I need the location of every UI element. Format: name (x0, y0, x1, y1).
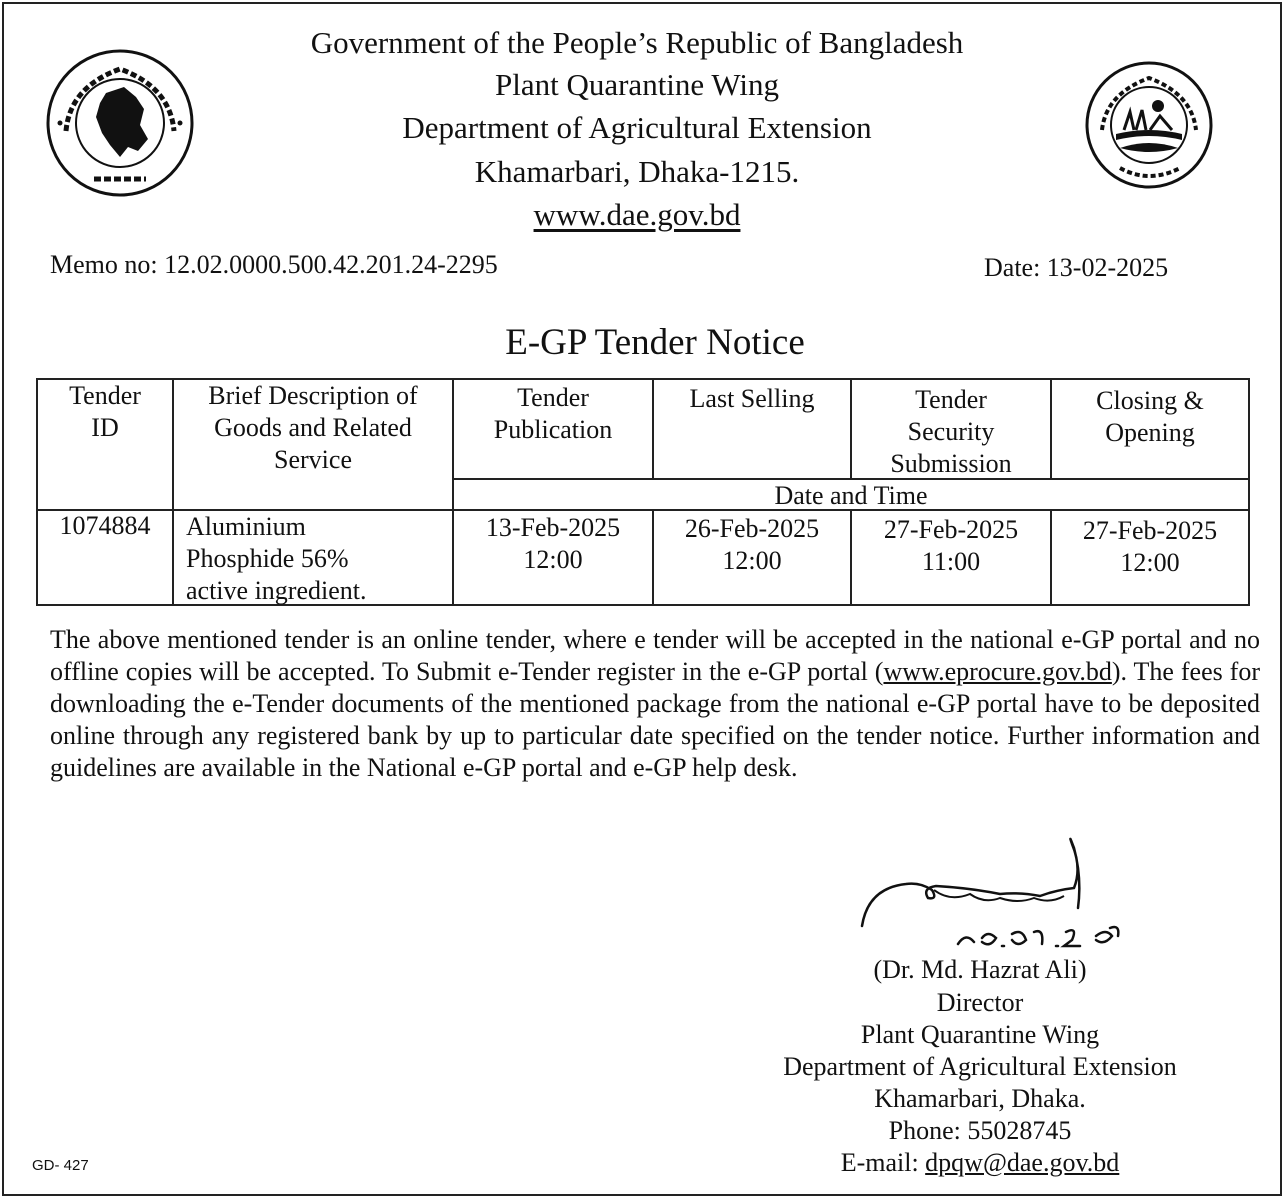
notice-title: E-GP Tender Notice (505, 322, 805, 363)
header-last-selling: Last Selling (689, 384, 815, 413)
signatory-title: Director (936, 988, 1024, 1017)
header-website-link[interactable]: www.dae.gov.bd (533, 197, 741, 232)
header-address: Khamarbari, Dhaka-1215. (474, 154, 800, 189)
signatory-wing: Plant Quarantine Wing (860, 1020, 1100, 1049)
cell-closing-opening: 27-Feb-2025 12:00 (1082, 516, 1218, 577)
header-department: Department of Agricultural Extension (402, 110, 872, 145)
memo-number: Memo no: 12.02.0000.500.42.201.24-2295 (50, 250, 498, 279)
header-tender-id: Tender ID (69, 381, 141, 442)
eprocure-link[interactable]: www.eprocure.gov.bd (883, 657, 1112, 686)
notice-paragraph (50, 624, 1260, 784)
cell-description: Aluminium Phosphide 56% active ingredient. (186, 512, 367, 605)
header-wing: Plant Quarantine Wing (494, 67, 779, 102)
signatory-address: Khamarbari, Dhaka. (874, 1084, 1086, 1113)
header-description: Brief Description of Goods and Related Service (208, 381, 418, 474)
notice-date: Date: 13-02-2025 (984, 253, 1169, 282)
signatory-name: (Dr. Md. Hazrat Ali) (873, 955, 1087, 984)
paragraph-text: The above mentioned tender is an online tender, where e tender will be accepted in the national e-GP portal and no offline copies will be accepted. To Submit e-Tender register in the e-GP portal ( (50, 625, 1260, 686)
header-tender-publication: Tender Publication (493, 383, 613, 444)
paragraph-text: ). The fees for downloading the e-Tender documents of the mentioned package from the national e-GP portal have to be deposited online through any registered bank by up to particular date specified on the tender notice. Further information and guidelines are available in the National e-GP portal and e-GP help desk. (50, 657, 1260, 782)
cell-security-submission: 27-Feb-2025 11:00 (883, 515, 1019, 576)
signatory-department: Department of Agricultural Extension (783, 1052, 1177, 1081)
header-tender-security: Tender Security Submission (890, 385, 1012, 478)
handwritten-signature-icon (850, 828, 1160, 958)
cell-last-selling: 26-Feb-2025 12:00 (684, 514, 820, 575)
header-date-and-time: Date and Time (774, 481, 928, 510)
footer-code: GD- 427 (32, 1157, 89, 1174)
signatory-phone: Phone: 55028745 (888, 1116, 1072, 1145)
cell-tender-id: 1074884 (59, 511, 151, 540)
header-government: Government of the People’s Republic of Bangladesh (310, 25, 964, 60)
email-link[interactable]: dpqw@dae.gov.bd (925, 1148, 1120, 1177)
signatory-email: E-mail: dpqw@dae.gov.bd (840, 1148, 1120, 1177)
cell-tender-publication: 13-Feb-2025 12:00 (485, 513, 621, 574)
table-border-right (1248, 378, 1250, 606)
header-closing-opening: Closing & Opening (1096, 386, 1204, 447)
